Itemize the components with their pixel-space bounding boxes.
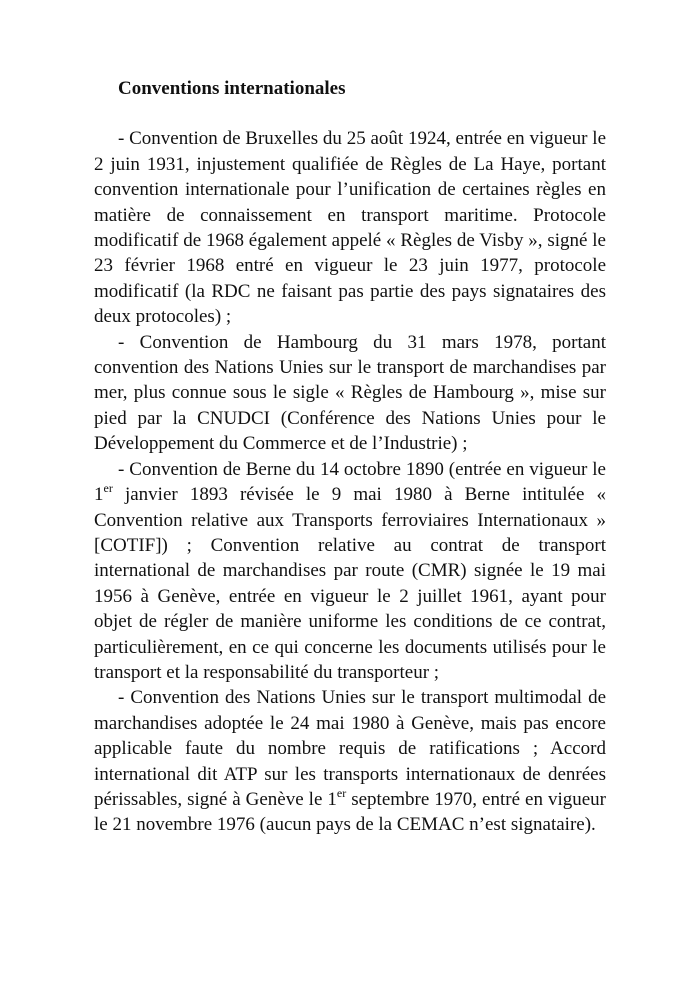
paragraph-text: - Convention de Hambourg du 31 mars 1978, portant convention des Nations Unies sur le transport de marchandises par mer, plus connue sous le sigle « Règles de Hambourg », mise sur pied par la CNUDCI (Conférence des Nations Unies pour le Développement du Commerce et de l’Industrie) ; — [94, 331, 606, 455]
paragraph-text: - Convention de Berne du 14 octobre 1890 (entrée en vigueur le 1 — [94, 458, 606, 506]
paragraph-text: - Convention de Bruxelles du 25 août 1924, entrée en vigueur le 2 juin 1931, injustement qualifiée de Règles de La Haye, portant convention internationale pour l’unification de certaines règles en matière de connaissement en transport maritime. Protocole modificatif de 1968 également appelé « Règles de Visby », signé le 23 février 1968 entré en vigueur le 23 juin 1977, protocole modificatif (la RDC ne faisant pas partie des pays signataires des deux protocoles) ; — [94, 128, 606, 328]
document-body — [94, 76, 606, 838]
paragraph-hambourg — [94, 330, 606, 457]
superscript-er: er — [336, 785, 347, 800]
paragraph-text: janvier 1893 révisée le 9 mai 1980 à Berne intitulée « Convention relative aux Transports ferroviaires Internationaux » [COTIF]) ; Convention relative au contrat de transport international de marchandises par route (CMR) signée le 19 mai 1956 à Genève, entrée en vigueur le 2 juillet 1961, ayant pour objet de régler de manière uniforme les conditions de ce contrat, particulièrement, en ce qui concerne les documents utilisés pour le transport et la responsabilité du transporteur ; — [94, 484, 606, 683]
paragraph-berne — [94, 457, 606, 686]
superscript-er: er — [103, 480, 113, 495]
section-heading: Conventions internationales — [118, 78, 346, 99]
paragraph-text: septembre 1970, entré en vigueur le 21 novembre 1976 (aucun pays de la CEMAC n’est signataire). — [94, 788, 606, 836]
paragraph-multimodal — [94, 685, 606, 837]
paragraph-text: - Convention des Nations Unies sur le transport multimodal de marchandises adoptée le 24 mai 1980 à Genève, mais pas encore applicable faute du nombre requis de ratifications ; Accord international dit ATP sur les transports internationaux de denrées périssables, signé à Genève le 1 — [94, 687, 606, 810]
paragraph-bruxelles — [94, 126, 606, 329]
